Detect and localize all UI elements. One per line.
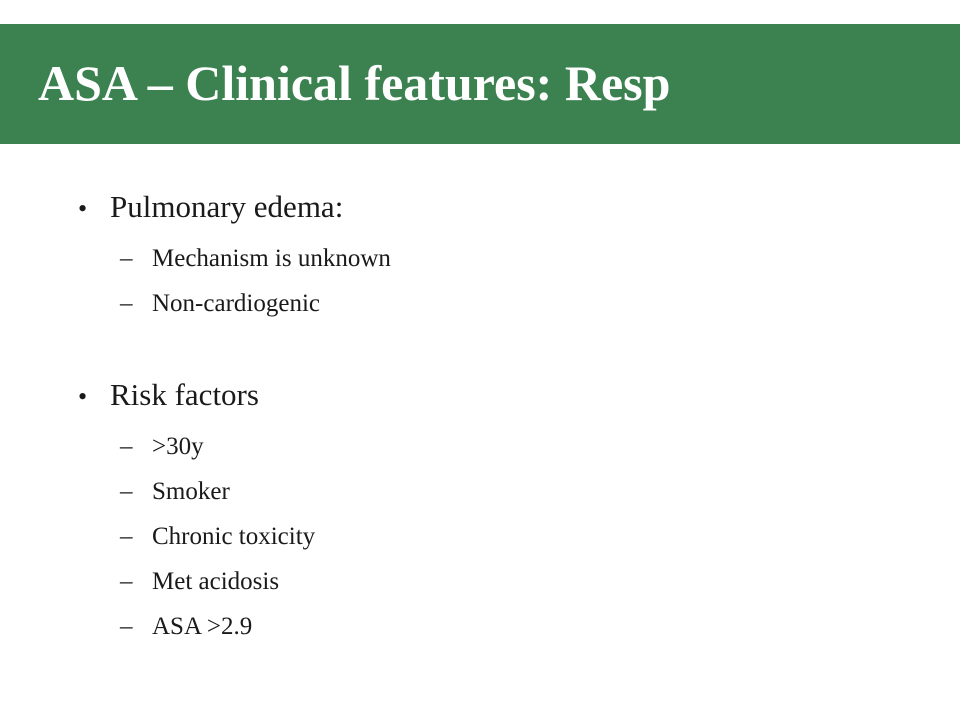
sub-item-label: Met acidosis: [152, 568, 280, 595]
dash-icon: –: [120, 245, 133, 272]
dash-icon: –: [120, 290, 133, 317]
sub-item: [78, 236, 918, 281]
slide-content: [78, 186, 918, 649]
bullet-dot-icon: •: [78, 382, 88, 411]
sub-item-label: Non-cardiogenic: [152, 290, 320, 317]
dash-icon: –: [120, 478, 133, 505]
sub-item: [78, 514, 918, 559]
sub-item: [78, 281, 918, 326]
dash-icon: –: [120, 523, 133, 550]
sub-list-risk-factors: [78, 424, 918, 649]
sub-item-label: Chronic toxicity: [152, 523, 316, 550]
bullet-risk-factors: [78, 374, 918, 418]
sub-item: [78, 604, 918, 649]
bullet-group-risk-factors: [78, 374, 918, 649]
bullet-label: Pulmonary edema:: [110, 189, 344, 224]
sub-list-pulmonary-edema: [78, 236, 918, 326]
dash-icon: –: [120, 433, 133, 460]
bullet-dot-icon: •: [78, 194, 88, 223]
sub-item-label: Smoker: [152, 478, 230, 505]
dash-icon: –: [120, 613, 133, 640]
sub-item: [78, 559, 918, 604]
slide-title: ASA – Clinical features: Resp: [38, 55, 671, 111]
bullet-label: Risk factors: [110, 377, 259, 412]
sub-item-label: Mechanism is unknown: [152, 245, 391, 272]
dash-icon: –: [120, 568, 133, 595]
bullet-group-pulmonary-edema: [78, 186, 918, 326]
bullet-pulmonary-edema: [78, 186, 918, 230]
sub-item: [78, 469, 918, 514]
sub-item-label: ASA >2.9: [152, 613, 253, 640]
sub-item: [78, 424, 918, 469]
sub-item-label: >30y: [152, 433, 204, 460]
